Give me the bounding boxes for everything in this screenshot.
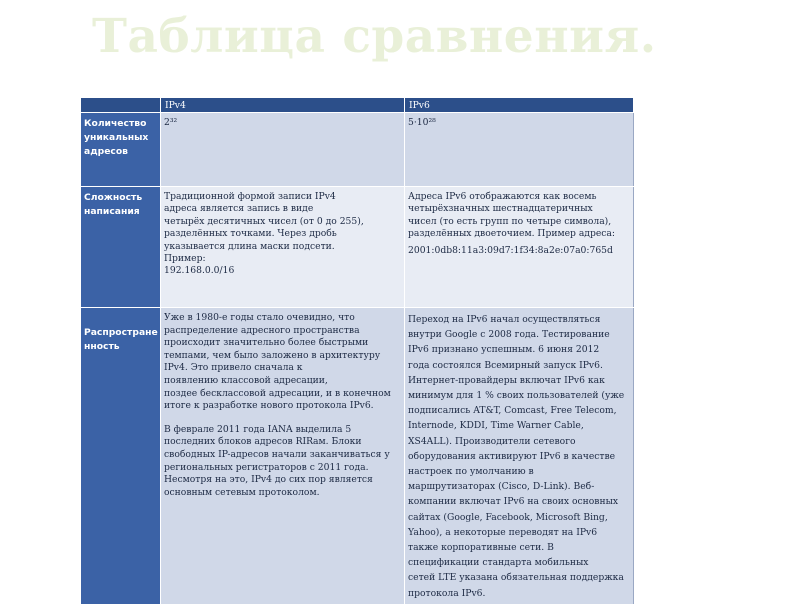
cell-ipv4-address-count [161, 113, 405, 187]
header-cell-empty [81, 98, 161, 113]
cell-ipv6-address-count [405, 113, 634, 187]
header-cell-ipv6: IPv6 [405, 98, 634, 113]
comparison-table [80, 97, 634, 605]
row-label-text: Количество уникальных адресов [84, 118, 149, 157]
cell-ipv4-writing [161, 187, 405, 308]
cell-paragraph: Переход на IPv6 начал осуществляться внутри Google с 2008 года. Тестирование IPv6 признано успешным. 6 июня 2012 года состоялся Всемирный запуск IPv6. Интернет-провайдеры включат IPv6 как минимум для 1 % своих пользователей (уже подписались AT&T, Comcast, Free Telecom, Internode, KDDI, Time Warner Cable, XS4ALL). Производители сетевого оборудования активируют IPv6 в качестве настроек по умолчанию в маршрутизаторах (Cisco, D-Link). Веб- компании включат IPv6 на своих основных сайтах (Google, Facebook, Microsoft Bing, Yahoo), а некоторые переводят на IPv6 также корпоративные сети. В спецификации стандарта мобильных сетей LTE указана обязательная поддержка протокола IPv6. [408, 314, 625, 599]
cell-text: 5·10²⁸ [408, 117, 436, 128]
table-header-row [81, 98, 634, 113]
cell-paragraph: Уже в 1980-е годы стало очевидно, что распределение адресного пространства происходит значительно более быстрыми темпами, чем было заложено в архитектуру IPv4. Это привело сначала к появлению классовой адресации, поздее бесклассовой адресации, и в конечном итоге к разработке нового протокола IPv6. [164, 312, 391, 412]
table-row-address-count [81, 113, 634, 187]
cell-paragraph-example-address: 2001:0db8:11a3:09d7:1f34:8a2e:07a0:765d [408, 244, 613, 256]
cell-ipv6-prevalence [405, 308, 634, 605]
row-label-text: Распростране нность [84, 327, 158, 352]
table-row-writing-complexity [81, 187, 634, 308]
row-label-writing-complexity [81, 187, 161, 308]
cell-ipv4-prevalence [161, 308, 405, 605]
cell-paragraph: Традиционной формой записи IPv4 адреса является запись в виде четырёх десятичных чисел (от 0 до 255), разделённых точками. Через дробь указывается длина маски подсети. Пример: 192.168.0.0/16 [164, 191, 364, 277]
header-cell-ipv4: IPv4 [161, 98, 405, 113]
slide-title: Таблица сравнения. [92, 9, 657, 64]
table-row-prevalence [81, 308, 634, 605]
cell-paragraph: В феврале 2011 года IANA выделила 5 последних блоков адресов RIRам. Блоки свободных IP-адресов начали заканчиваться у региональных регистраторов с 2011 года. Несмотря на это, IPv4 до сих пор является основным сетевым протоколом. [164, 423, 390, 498]
row-label-prevalence [81, 308, 161, 605]
cell-ipv6-writing [405, 187, 634, 308]
row-label-text: Сложность написания [84, 192, 143, 217]
cell-paragraph: Адреса IPv6 отображаются как восемь четырёхзначных шестнадцатеричных чисел (то есть групп по четыре символа), разделённых двоеточием. Пример адреса: [408, 191, 616, 240]
row-label-address-count [81, 113, 161, 187]
cell-text: 2³² [164, 117, 178, 128]
